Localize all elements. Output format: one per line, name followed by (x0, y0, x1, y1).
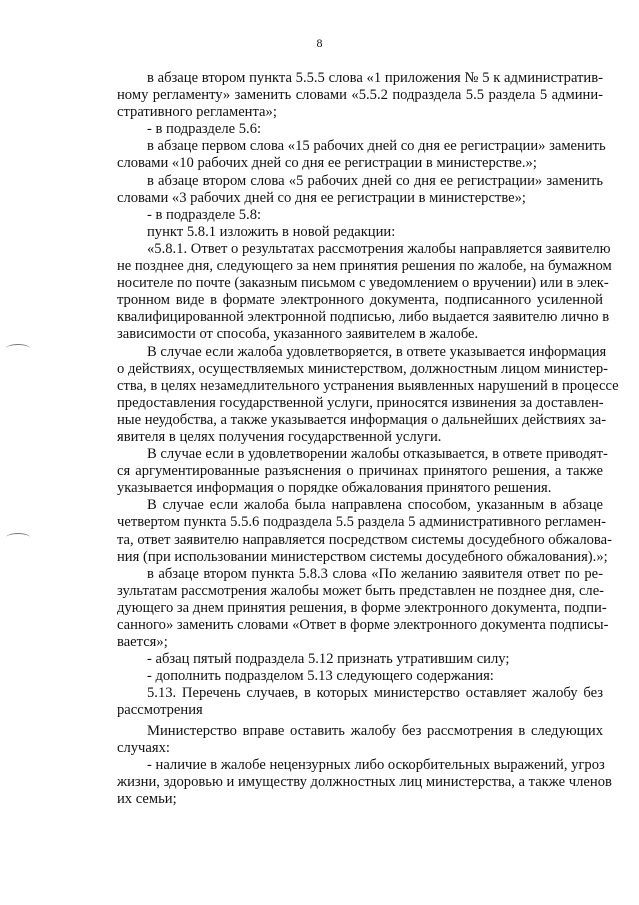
text-line: пункт 5.8.1 изложить в новой редакции: (147, 223, 396, 240)
text-line: словами «10 рабочих дней со дня ее регистрации в министерстве.»; (117, 155, 537, 172)
text-line: Министерство вправе оставить жалобу без рассмотрения в следующих (147, 722, 603, 739)
text-line: случаях: (117, 739, 170, 756)
text-line: «5.8.1. Ответ о результатах рассмотрения жалобы направляется заявителю (147, 240, 611, 257)
text-line: явителя в целях получения государственной услуги. (117, 428, 442, 445)
text-line: не позднее дня, следующего за нем принятия решения по жалобе, на бумажном (117, 258, 612, 275)
text-line: - дополнить подразделом 5.13 следующего содержания: (147, 668, 494, 685)
text-line: - наличие в жалобе нецензурных либо оскорбительных выражений, угроз (147, 756, 605, 773)
document-body (117, 70, 619, 808)
text-line: носителе по почте (заказным письмом с уведомлением о вручении) или в элек- (117, 275, 609, 292)
text-line: указывается информация о порядке обжалования принятого решения. (117, 480, 552, 497)
text-line: - в подразделе 5.6: (147, 121, 262, 138)
page-number: 8 (316, 36, 323, 50)
text-line: четвертом пункта 5.5.6 подраздела 5.5 раздела 5 административного регламен- (117, 514, 607, 531)
text-line: стративного регламента»; (117, 104, 277, 121)
margin-bracket-mark (6, 344, 30, 353)
text-line: в абзаце первом слова «15 рабочих дней со дня ее регистрации» заменить (147, 138, 606, 155)
text-line: ному регламенту» заменить словами «5.5.2 подраздела 5.5 раздела 5 админи- (117, 87, 603, 104)
text-line: В случае если жалоба удовлетворяется, в ответе указывается информация (147, 343, 607, 360)
text-line: санного» заменить словами «Ответ в форме электронного документа подписы- (117, 617, 609, 633)
text-line: квалифицированной электронной подписью, либо выдается заявителю лично в (117, 309, 610, 326)
text-line: в абзаце втором пункта 5.5.5 слова «1 приложения № 5 к административ- (147, 70, 603, 86)
text-line: зультатам рассмотрения жалобы может быть представлен не позднее дня, сле- (117, 582, 605, 599)
text-line: ные неудобства, а также указывается информация о дальнейших действиях за- (117, 411, 607, 428)
text-line: дующего за днем принятия решения, в форме электронного документа, подпи- (117, 599, 607, 616)
text-line: В случае если в удовлетворении жалобы отказывается, в ответе приводят- (147, 446, 608, 463)
text-line: - в подразделе 5.8: (147, 206, 262, 223)
text-line: о действиях, осуществляемых министерством, должностным лицом министер- (117, 360, 609, 377)
text-line: зависимости от способа, указанного заявителем в жалобе. (117, 326, 479, 343)
text-line: жизни, здоровью и имуществу должностных лиц министерства, а также членов (117, 773, 612, 790)
text-line: ся аргументированные разъяснения о причинах принятого решения, а также (117, 463, 603, 480)
text-line: предоставления государственной услуги, приносятся извинения за доставлен- (117, 394, 604, 411)
text-line: вается»; (117, 634, 168, 651)
text-line: ния (при использовании министерством системы досудебного обжалования).»; (117, 548, 608, 565)
text-line: в абзаце втором слова «5 рабочих дней со дня ее регистрации» заменить (147, 172, 603, 189)
text-line: та, ответ заявителю направляется посредством системы досудебного обжалова- (117, 531, 612, 548)
text-line: - абзац пятый подраздела 5.12 признать утратившим силу; (147, 651, 510, 668)
text-line: словами «3 рабочих дней со дня ее регистрации в министерстве»; (117, 189, 526, 206)
text-line: в абзаце втором пункта 5.8.3 слова «По желанию заявителя ответ по ре- (147, 565, 603, 582)
text-line: ства, в целях незамедлительного устранения выявленных нарушений в процессе (117, 377, 619, 394)
text-line: 5.13. Перечень случаев, в которых министерство оставляет жалобу без (147, 685, 603, 702)
text-line: В случае если жалоба была направлена способом, указанным в абзаце (147, 497, 603, 514)
text-line: тронном виде в формате электронного документа, подписанного усиленной (117, 292, 603, 309)
margin-bracket-mark (6, 533, 30, 542)
text-line: их семьи; (117, 790, 177, 807)
text-line: рассмотрения (117, 702, 203, 719)
